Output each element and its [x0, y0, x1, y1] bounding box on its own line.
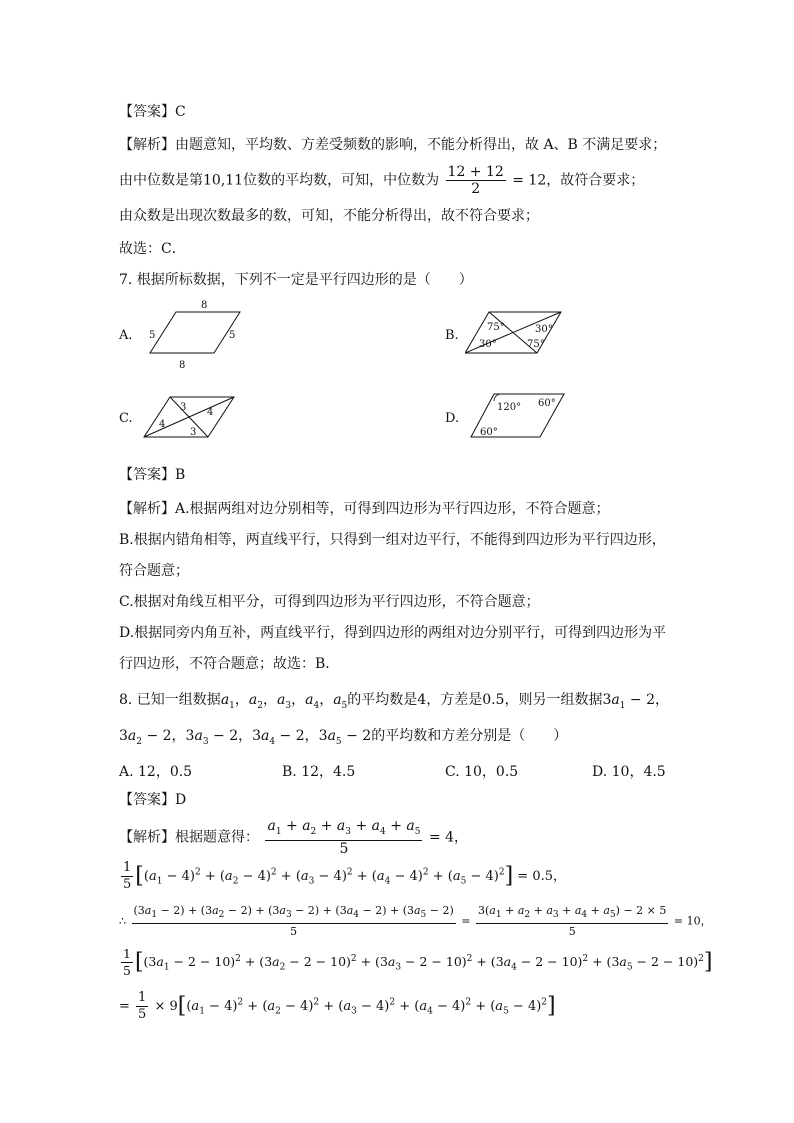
q8-eq1: [119, 818, 468, 857]
q7-option-a-label: A.: [119, 328, 133, 343]
q6-frac-den: 2: [471, 181, 481, 197]
q6-analysis-1: 【解析】由题意知，平均数、方差受频数的影响，不能分析得出，故 A、B 不满足要求；: [119, 137, 667, 153]
q8-new-data-1: $3a_1 - 2$，: [602, 692, 670, 711]
q7-analysis-3: 符合题意；: [119, 563, 189, 579]
q7-figure-a: [140, 298, 250, 373]
q7-analysis-5: D.根据同旁内角互补，两直线平行，得到四边形的两组对边分别平行，可得到四边形为平: [119, 625, 667, 641]
q6-analysis-2-pre: 由中位数是第10,11位数的平均数，可知，中位数为: [119, 172, 440, 189]
fig-a-left: 5: [149, 330, 156, 341]
q7-figure-d: [468, 391, 573, 443]
q7-figure-c: [140, 393, 240, 443]
q8-option-c: C. 10，0.5: [445, 764, 519, 780]
q8-eq4-frac: $\frac{1}{5}$: [123, 946, 131, 978]
q8-eq3-frac-1: $\frac{(3a_1 - 2) + (3a_2 - 2) + (3a_3 - 2) + (3a_4 - 2) + (3a_5 - 2)}{5}$: [133, 904, 454, 939]
q7-analysis-1: 【解析】A.根据两组对边分别相等，可得到四边形为平行四边形，不符合题意；: [119, 501, 610, 517]
q8-answer: 【答案】D: [119, 792, 187, 808]
q8-eq5: = $\frac{1}{5}$ × $9[(a_1 - 4)^2 + (a_2 - 4)^2 + (a_3 - 4)^2 + (a_4 - 4)^2 + (a_5 - 4)^2]$: [119, 990, 556, 1022]
q8-eq2: $\frac{1}{5}$ $[(a_1 - 4)^2 + (a_2 - 4)^2 + (a_3 - 4)^2 + (a_4 - 4)^2 + (a_5 - 4)^2] = 0.5$，: [123, 860, 566, 892]
q8-stem-1b: 的平均数是4，方差是0.5，则另一组数据: [347, 692, 603, 708]
fig-a-bottom: 8: [179, 360, 186, 371]
q6-analysis-3: 由众数是出现次数最多的数，可知，不能分析得出，故不符合要求；: [119, 208, 539, 224]
q8-eq3-rhs: = 10，: [673, 914, 712, 928]
fig-c-s4: 3: [190, 427, 197, 438]
fig-c-s1: 3: [180, 402, 187, 413]
q6-conclusion: 故选：C．: [119, 241, 186, 257]
q7-option-d-label: D.: [445, 411, 460, 426]
fig-a-top: 8: [201, 300, 208, 311]
fig-d-a1: 120°: [497, 402, 522, 413]
q7-answer: 【答案】B: [119, 467, 186, 483]
q8-option-a: A. 12，0.5: [119, 764, 193, 780]
q8-option-d: D. 10，4.5: [592, 764, 666, 780]
q7-analysis-4: C.根据对角线互相平分，可得到四边形为平行四边形，不符合题意；: [119, 594, 540, 610]
q7-option-c-label: C.: [119, 411, 133, 426]
q8-eq1-frac: $\frac{a_1 + a_2 + a_3 + a_4 + a_5}{5}$: [267, 818, 421, 857]
q8-analysis-label: 【解析】根据题意得：: [119, 829, 259, 846]
fig-b-a2: 30°: [479, 339, 497, 350]
q6-answer: 【答案】C: [119, 104, 186, 120]
fig-b-a1: 75°: [487, 322, 505, 333]
fig-b-a4: 75°: [527, 339, 545, 350]
q8-eq3-frac-2: $\frac{3(a_1 + a_2 + a_3 + a_4 + a_5) - 2 \times 5}{5}$: [478, 904, 667, 939]
q8-eq1-rhs: = 4，: [428, 829, 469, 846]
q8-eq5-frac: $\frac{1}{5}$: [138, 990, 147, 1022]
fig-c-s2: 4: [207, 407, 214, 418]
fig-d-a2: 60°: [538, 398, 556, 409]
q8-data-set: $a_1$，$a_2$，$a_3$，$a_4$，$a_5$: [220, 692, 348, 711]
q8-eq4: $\frac{1}{5}$ $[(3a_1 - 2 - 10)^2 + (3a_2 - 2 - 10)^2 + (3a_3 - 2 - 10)^2 + (3a_4 - 2 - 10)^2 + (3a_5 - 2 - 10)^2]$: [123, 946, 713, 978]
q8-eq2-frac: $\frac{1}{5}$: [123, 860, 132, 892]
q6-frac-num: 12 + 12: [447, 164, 504, 180]
q8-stem-2b: 的平均数和方差分别是（ ）: [371, 728, 568, 744]
q8-stem-line-2: [119, 727, 567, 751]
q8-eq2-rhs: = 0.5，: [517, 869, 566, 884]
q8-new-data-rest: $3a_2 - 2$，$3a_3 - 2$，$3a_4 - 2$，$3a_5 - 2$: [119, 728, 372, 747]
fig-a-right: 5: [229, 330, 236, 341]
fig-c-s3: 4: [159, 419, 166, 430]
fig-d-a3: 60°: [480, 427, 498, 438]
q6-analysis-2-post: = 12，故符合要求；: [512, 172, 645, 189]
q6-analysis-2: [119, 164, 644, 197]
q7-figure-b: [465, 305, 575, 365]
q8-eq3: ∴ $\frac{(3a_1 - 2) + (3a_2 - 2) + (3a_3 - 2) + (3a_4 - 2) + (3a_5 - 2)}{5}$ = $\frac{3(a_1 + a_2 + a_3 + a_4 + a_5) - 2 \times 5}{5}$ = 10，: [119, 904, 712, 939]
q7-option-b-label: B.: [445, 328, 459, 343]
q8-option-b: B. 12，4.5: [282, 764, 356, 780]
fig-b-a3: 30°: [535, 324, 553, 335]
q7-analysis-6: 行四边形，不符合题意；故选：B．: [119, 656, 340, 672]
q8-stem-line-1: [119, 691, 669, 715]
q7-analysis-2: B.根据内错角相等，两直线平行，只得到一组对边平行，不能得到四边形为平行四边形，: [119, 532, 666, 548]
q8-stem-1: 8. 已知一组数据: [119, 692, 221, 708]
q7-stem: 7. 根据所标数据，下列不一定是平行四边形的是（ ）: [119, 272, 473, 288]
q6-fraction: [446, 164, 506, 197]
therefore-symbol: ∴: [119, 914, 126, 928]
